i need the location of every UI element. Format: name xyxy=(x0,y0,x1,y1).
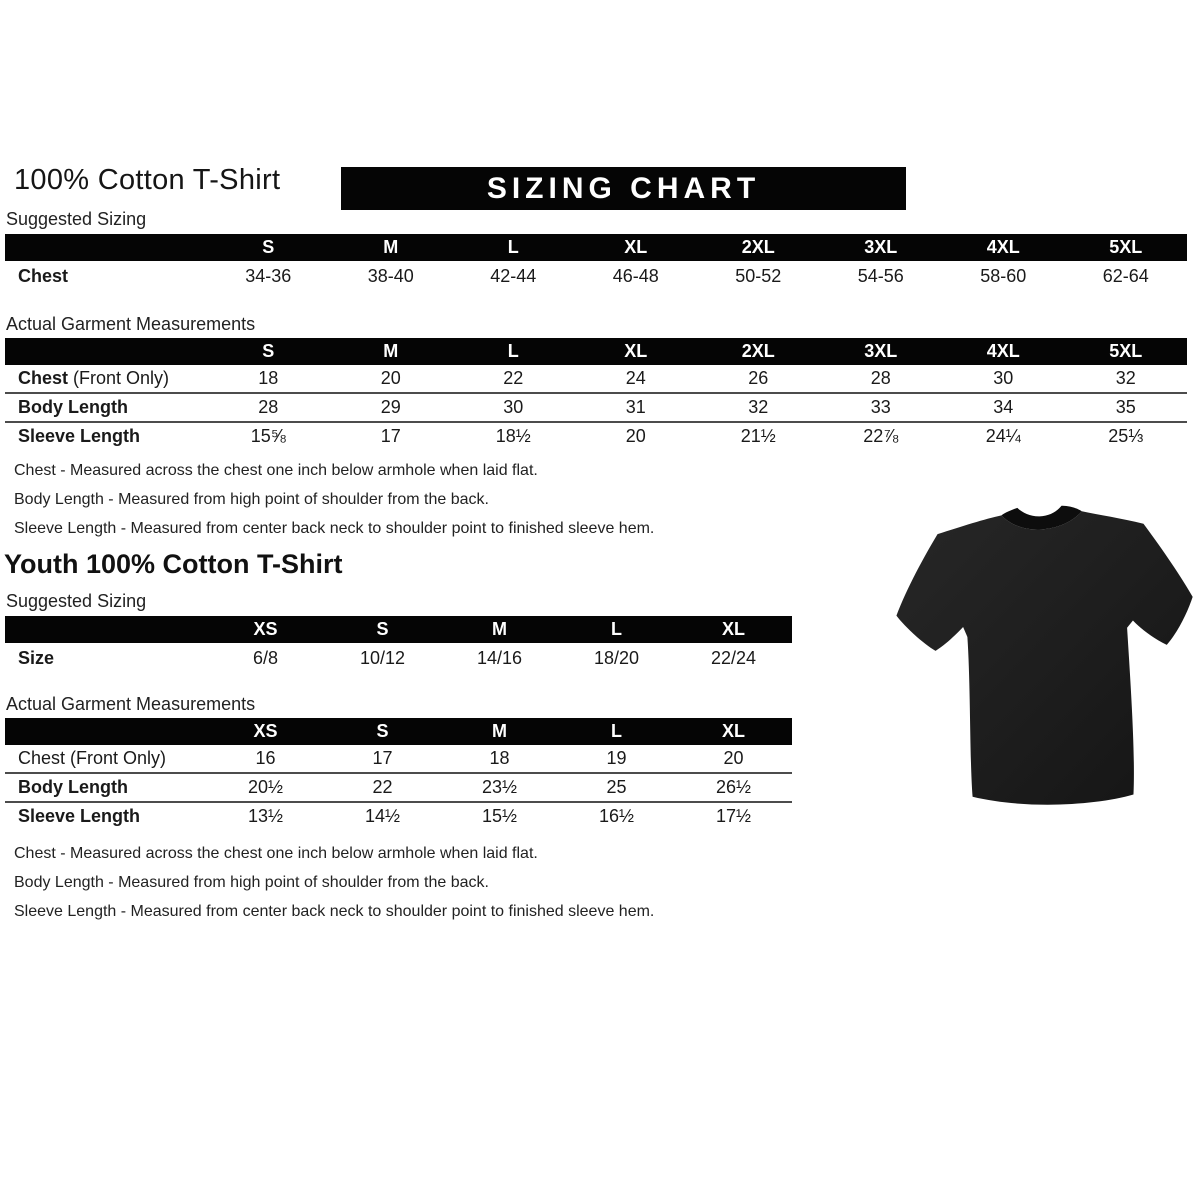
measurement-cell: 32 xyxy=(697,393,820,422)
measurement-cell: 18 xyxy=(489,748,510,768)
youth-suggested-sizing-label: Suggested Sizing xyxy=(6,591,147,611)
measurement-cell: 22/24 xyxy=(710,647,757,668)
measurement-cell: 20 xyxy=(575,422,698,450)
table-row xyxy=(5,773,792,802)
measurement-cell: 38-40 xyxy=(367,265,414,286)
sizing-chart-banner-label: SIZING CHART xyxy=(486,171,761,205)
size-column-header: 5XL xyxy=(1065,234,1188,261)
size-column-header: L xyxy=(452,338,575,365)
table-row xyxy=(5,643,792,673)
size-column-header: XL xyxy=(675,616,792,643)
adult-suggested-sizing-label: Suggested Sizing xyxy=(6,209,147,229)
row-label: Chest xyxy=(18,265,69,286)
size-column-header: XS xyxy=(207,718,324,745)
youth-suggested-sizing-table xyxy=(5,616,792,673)
measurement-cell: 15½ xyxy=(441,802,558,830)
row-label: Body Length xyxy=(5,773,207,802)
size-column-header: L xyxy=(558,616,675,643)
row-label: Sleeve Length xyxy=(5,422,207,450)
measurement-cell: 58-60 xyxy=(980,265,1027,286)
measurement-cell: 24 xyxy=(625,368,646,388)
size-column-header: XS xyxy=(207,616,324,643)
tshirt-product-image xyxy=(888,462,1200,824)
measurement-cell: 10/12 xyxy=(359,647,406,668)
size-column-header: 4XL xyxy=(942,234,1065,261)
sizing-chart-banner xyxy=(341,167,906,210)
row-label: Chest (Front Only) xyxy=(18,748,167,768)
measurement-cell: 24¼ xyxy=(942,422,1065,450)
measurement-note: Body Length - Measured from high point of shoulder from the back. xyxy=(14,874,489,891)
measurement-cell: 23½ xyxy=(441,773,558,802)
corner-cell xyxy=(5,718,207,745)
size-column-header: S xyxy=(207,234,330,261)
table-row xyxy=(5,745,792,773)
measurement-cell: 30 xyxy=(993,368,1014,388)
size-column-header: XL xyxy=(675,718,792,745)
measurement-cell: 25⅓ xyxy=(1065,422,1188,450)
measurement-cell: 29 xyxy=(330,393,453,422)
size-column-header: M xyxy=(330,234,453,261)
measurement-cell: 34-36 xyxy=(245,265,292,286)
corner-cell xyxy=(5,616,207,643)
page-title: 100% Cotton T-Shirt xyxy=(14,164,281,196)
size-column-header: 2XL xyxy=(697,338,820,365)
size-column-header: L xyxy=(558,718,675,745)
measurement-cell: 22⅞ xyxy=(820,422,943,450)
size-column-header: M xyxy=(330,338,453,365)
measurement-cell: 13½ xyxy=(207,802,324,830)
table-row xyxy=(5,802,792,830)
measurement-cell: 14/16 xyxy=(476,647,523,668)
youth-measurement-notes xyxy=(14,839,654,926)
size-column-header: 3XL xyxy=(820,234,943,261)
row-label: Size xyxy=(18,647,55,668)
measurement-cell: 20½ xyxy=(207,773,324,802)
measurement-cell: 28 xyxy=(207,393,330,422)
measurement-note: Body Length - Measured from high point of shoulder from the back. xyxy=(14,491,489,508)
measurement-cell: 18½ xyxy=(452,422,575,450)
measurement-cell: 50-52 xyxy=(735,265,782,286)
measurement-cell: 26 xyxy=(748,368,769,388)
row-label: Sleeve Length xyxy=(5,802,207,830)
corner-cell xyxy=(5,234,207,261)
size-column-header: XL xyxy=(575,338,698,365)
size-column-header: S xyxy=(324,616,441,643)
row-label: Body Length xyxy=(5,393,207,422)
measurement-note: Sleeve Length - Measured from center back neck to shoulder point to finished sleeve hem. xyxy=(14,520,655,537)
table-row xyxy=(5,422,1187,450)
black-tshirt-illustration xyxy=(888,462,1200,824)
size-column-header: S xyxy=(207,338,330,365)
table-row xyxy=(5,393,1187,422)
adult-measurement-notes xyxy=(14,456,654,543)
measurement-cell: 16½ xyxy=(558,802,675,830)
adult-actual-measurements-label: Actual Garment Measurements xyxy=(6,314,256,334)
measurement-cell: 17 xyxy=(372,748,393,768)
adult-suggested-sizing-table xyxy=(5,234,1187,291)
size-column-header: M xyxy=(441,616,558,643)
measurement-note: Chest - Measured across the chest one inch below armhole when laid flat. xyxy=(14,845,538,862)
size-column-header: 3XL xyxy=(820,338,943,365)
measurement-note: Chest - Measured across the chest one inch below armhole when laid flat. xyxy=(14,462,538,479)
measurement-cell: 22 xyxy=(324,773,441,802)
table-row xyxy=(5,261,1187,291)
measurement-cell: 15⅝ xyxy=(207,422,330,450)
measurement-note: Sleeve Length - Measured from center back neck to shoulder point to finished sleeve hem. xyxy=(14,903,655,920)
measurement-cell: 26½ xyxy=(675,773,792,802)
measurement-cell: 20 xyxy=(723,748,744,768)
measurement-cell: 62-64 xyxy=(1102,265,1149,286)
table-row xyxy=(5,365,1187,393)
size-column-header: XL xyxy=(575,234,698,261)
youth-actual-measurements-label: Actual Garment Measurements xyxy=(6,694,256,714)
measurement-cell: 17 xyxy=(330,422,453,450)
adult-actual-measurements-table xyxy=(5,338,1187,450)
size-column-header: L xyxy=(452,234,575,261)
measurement-cell: 33 xyxy=(820,393,943,422)
measurement-cell: 42-44 xyxy=(490,265,537,286)
measurement-cell: 14½ xyxy=(324,802,441,830)
youth-actual-measurements-table xyxy=(5,718,792,830)
measurement-cell: 54-56 xyxy=(857,265,904,286)
measurement-cell: 6/8 xyxy=(252,647,279,668)
measurement-cell: 46-48 xyxy=(612,265,659,286)
corner-cell xyxy=(5,338,207,365)
measurement-cell: 35 xyxy=(1065,393,1188,422)
size-column-header: S xyxy=(324,718,441,745)
measurement-cell: 32 xyxy=(1115,368,1136,388)
row-label: Chest (Front Only) xyxy=(18,368,170,388)
measurement-cell: 31 xyxy=(575,393,698,422)
measurement-cell: 22 xyxy=(503,368,524,388)
size-column-header: M xyxy=(441,718,558,745)
measurement-cell: 19 xyxy=(606,748,627,768)
size-column-header: 2XL xyxy=(697,234,820,261)
measurement-cell: 30 xyxy=(452,393,575,422)
measurement-cell: 16 xyxy=(255,748,276,768)
measurement-cell: 28 xyxy=(870,368,891,388)
measurement-cell: 25 xyxy=(558,773,675,802)
measurement-cell: 21½ xyxy=(697,422,820,450)
measurement-cell: 18/20 xyxy=(593,647,640,668)
size-column-header: 5XL xyxy=(1065,338,1188,365)
measurement-cell: 18 xyxy=(258,368,279,388)
youth-section-title: Youth 100% Cotton T-Shirt xyxy=(4,549,343,579)
measurement-cell: 20 xyxy=(380,368,401,388)
measurement-cell: 17½ xyxy=(675,802,792,830)
measurement-cell: 34 xyxy=(942,393,1065,422)
size-column-header: 4XL xyxy=(942,338,1065,365)
